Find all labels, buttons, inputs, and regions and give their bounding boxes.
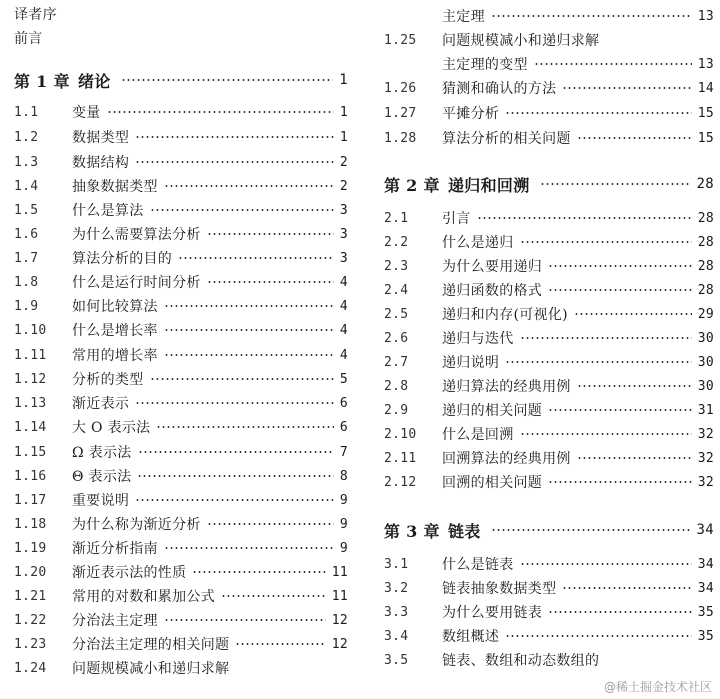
toc-dot-leader xyxy=(207,233,334,235)
toc-page-number: 15 xyxy=(697,105,714,121)
toc-entry xyxy=(384,206,714,230)
toc-entry-title: 什么是增长率 xyxy=(72,323,158,339)
toc-page-number: 34 xyxy=(696,522,714,538)
toc-entry xyxy=(14,270,348,294)
toc-entry-title: 渐近表示法的性质 xyxy=(72,565,187,581)
toc-page-number: 34 xyxy=(697,556,714,572)
toc-dot-leader xyxy=(520,433,692,435)
toc-entry xyxy=(14,100,348,124)
toc-entry-title: 链表、数组和动态数组的 xyxy=(442,653,600,669)
toc-entry xyxy=(384,446,714,470)
toc-entry xyxy=(14,391,348,415)
toc-entry-title: 译者序 xyxy=(14,7,57,23)
toc-entry-number: 3.2 xyxy=(384,580,409,596)
toc-page-number: 11 xyxy=(331,564,348,580)
toc-entry-title: 主定理 xyxy=(442,9,485,25)
toc-entry-title: 分析的类型 xyxy=(72,372,144,388)
toc-entry xyxy=(384,126,714,150)
toc-page-number: 30 xyxy=(697,354,714,370)
toc-page-number: 28 xyxy=(697,282,714,298)
toc-entry xyxy=(14,318,348,342)
toc-entry xyxy=(384,4,714,28)
toc-entry xyxy=(14,560,348,584)
toc-entry-title: 链表抽象数据类型 xyxy=(442,581,557,597)
toc-entry-title: 算法分析的相关问题 xyxy=(442,131,571,147)
toc-entry-number: 2.2 xyxy=(384,234,409,250)
toc-page-number: 34 xyxy=(697,580,714,596)
toc-entry-number: 1.26 xyxy=(384,80,417,96)
toc-page-number: 31 xyxy=(697,402,714,418)
toc-entry-title: 为什么要用递归 xyxy=(442,259,543,275)
toc-entry-title: 引言 xyxy=(442,211,471,227)
toc-entry xyxy=(384,52,714,76)
toc-entry-number: 1.25 xyxy=(384,32,417,48)
toc-entry xyxy=(14,2,348,26)
toc-entry-number: 1.8 xyxy=(14,274,39,290)
toc-page-number: 3 xyxy=(339,226,348,242)
toc-dot-leader xyxy=(577,137,692,139)
toc-entry-title: Ω 表示法 xyxy=(72,445,132,461)
toc-entry-number: 1.3 xyxy=(14,154,39,170)
toc-page-number: 32 xyxy=(697,426,714,442)
toc-dot-leader xyxy=(138,451,334,453)
toc-entry-title: 抽象数据类型 xyxy=(72,179,158,195)
toc-dot-leader xyxy=(534,63,692,65)
toc-entry-title: 递归与迭代 xyxy=(442,331,514,347)
toc-entry-title: 算法分析的目的 xyxy=(72,251,173,267)
toc-page-number: 7 xyxy=(339,444,348,460)
toc-entry-number: 2.7 xyxy=(384,354,409,370)
toc-entry xyxy=(14,512,348,536)
toc-entry-title: 渐近表示 xyxy=(72,396,130,412)
toc-entry-number: 1.22 xyxy=(14,612,47,628)
toc-entry xyxy=(14,608,348,632)
toc-dot-leader xyxy=(135,161,334,163)
toc-page-number: 8 xyxy=(339,468,348,484)
toc-page-number: 28 xyxy=(697,234,714,250)
toc-entry xyxy=(384,422,714,446)
toc-page-number: 9 xyxy=(339,540,348,556)
toc-page-number: 1 xyxy=(339,104,348,120)
toc-entry-number: 1.18 xyxy=(14,516,47,532)
toc-entry-number: 1.19 xyxy=(14,540,47,556)
toc-dot-leader xyxy=(135,402,334,404)
toc-entry-number: 2.11 xyxy=(384,450,417,466)
toc-entry-title: 前言 xyxy=(14,31,43,47)
toc-entry-title: 什么是算法 xyxy=(72,203,144,219)
toc-entry-title: 渐近分析指南 xyxy=(72,541,158,557)
toc-entry-title: 为什么称为渐近分析 xyxy=(72,517,201,533)
toc-dot-leader xyxy=(121,79,334,81)
toc-entry xyxy=(384,350,714,374)
toc-entry-number: 2.3 xyxy=(384,258,409,274)
toc-entry-number: 1.10 xyxy=(14,322,47,338)
toc-dot-leader xyxy=(235,643,325,645)
toc-entry-number: 1.11 xyxy=(14,347,47,363)
toc-dot-leader xyxy=(562,587,691,589)
toc-dot-leader xyxy=(135,136,334,138)
toc-entry-title: 什么是运行时间分析 xyxy=(72,275,201,291)
toc-entry xyxy=(384,648,714,672)
toc-dot-leader xyxy=(520,563,692,565)
toc-dot-leader xyxy=(192,571,325,573)
toc-entry-title: 为什么要用链表 xyxy=(442,605,543,621)
toc-entry-number: 3.1 xyxy=(384,556,409,572)
toc-dot-leader xyxy=(164,619,326,621)
toc-entry-title: 常用的对数和累加公式 xyxy=(72,589,215,605)
toc-entry xyxy=(14,26,348,50)
toc-entry-title: 什么是递归 xyxy=(442,235,514,251)
toc-dot-leader xyxy=(164,354,334,356)
toc-entry xyxy=(384,278,714,302)
toc-entry xyxy=(14,464,348,488)
toc-entry-number: 1.2 xyxy=(14,129,39,145)
toc-dot-leader xyxy=(164,305,334,307)
toc-page-number: 13 xyxy=(697,56,714,72)
toc-page-number: 6 xyxy=(339,395,348,411)
toc-dot-leader xyxy=(164,329,334,331)
toc-entry xyxy=(14,174,348,198)
toc-page-number: 5 xyxy=(339,371,348,387)
toc-entry-number: 2.1 xyxy=(384,210,409,226)
toc-entry-title: 猜测和确认的方法 xyxy=(442,81,557,97)
toc-entry-title: 问题规模减小和递归求解 xyxy=(72,661,230,677)
toc-entry xyxy=(384,28,714,52)
toc-entry-title: 变量 xyxy=(72,105,101,121)
toc-entry-title: 回溯算法的经典用例 xyxy=(442,451,571,467)
toc-entry-number: 1.6 xyxy=(14,226,39,242)
toc-entry-number: 1.13 xyxy=(14,395,47,411)
toc-dot-leader xyxy=(137,475,333,477)
toc-entry xyxy=(14,415,348,439)
toc-entry-number: 3.4 xyxy=(384,628,409,644)
toc-entry-title: 主定理的变型 xyxy=(442,57,528,73)
toc-entry-title: 递归的相关问题 xyxy=(442,403,543,419)
toc-page-number: 35 xyxy=(697,604,714,620)
toc-dot-leader xyxy=(548,481,692,483)
toc-entry xyxy=(384,624,714,648)
toc-entry xyxy=(384,374,714,398)
toc-chapter-entry xyxy=(14,68,348,92)
toc-dot-leader xyxy=(574,313,692,315)
toc-page-number: 6 xyxy=(339,419,348,435)
toc-entry-number: 1.14 xyxy=(14,419,47,435)
toc-page-number: 1 xyxy=(339,129,348,145)
toc-entry xyxy=(384,600,714,624)
toc-entry-number: 1.20 xyxy=(14,564,47,580)
toc-entry-number: 3.5 xyxy=(384,652,409,668)
toc-entry-number: 2.9 xyxy=(384,402,409,418)
toc-entry xyxy=(14,125,348,149)
toc-entry-number: 2.8 xyxy=(384,378,409,394)
toc-dot-leader xyxy=(562,87,691,89)
toc-entry-number: 1.9 xyxy=(14,298,39,314)
toc-page-number: 12 xyxy=(331,636,348,652)
toc-entry-number: 2.5 xyxy=(384,306,409,322)
toc-dot-leader xyxy=(107,111,334,113)
toc-entry xyxy=(384,552,714,576)
toc-dot-leader xyxy=(135,499,334,501)
toc-entry-number: 1.17 xyxy=(14,492,47,508)
toc-dot-leader xyxy=(520,337,692,339)
toc-entry-title: 链表 xyxy=(448,521,481,541)
toc-entry-title: 回溯的相关问题 xyxy=(442,475,543,491)
toc-entry xyxy=(384,230,714,254)
toc-page-number: 32 xyxy=(697,450,714,466)
toc-page-number: 2 xyxy=(339,178,348,194)
toc-entry-title: 常用的增长率 xyxy=(72,348,158,364)
toc-entry-number: 1.28 xyxy=(384,130,417,146)
toc-dot-leader xyxy=(505,112,692,114)
toc-page-number: 3 xyxy=(339,250,348,266)
toc-page-number: 29 xyxy=(697,306,714,322)
toc-entry-number: 第 2 章 xyxy=(384,175,440,195)
toc-entry-title: 为什么需要算法分析 xyxy=(72,227,201,243)
toc-entry xyxy=(384,302,714,326)
toc-page-number: 15 xyxy=(697,130,714,146)
toc-dot-leader xyxy=(156,426,333,428)
toc-dot-leader xyxy=(221,595,326,597)
toc-dot-leader xyxy=(548,265,692,267)
toc-entry-title: 递归和回溯 xyxy=(448,175,530,195)
toc-page-number: 11 xyxy=(331,588,348,604)
toc-entry xyxy=(14,198,348,222)
toc-page-number: 35 xyxy=(697,628,714,644)
toc-dot-leader xyxy=(540,183,691,185)
toc-entry-number: 1.5 xyxy=(14,202,39,218)
toc-entry-number: 第 3 章 xyxy=(384,521,440,541)
toc-entry xyxy=(14,488,348,512)
toc-page-number: 28 xyxy=(696,176,714,192)
toc-dot-leader xyxy=(491,15,692,17)
toc-entry xyxy=(14,632,348,656)
toc-entry xyxy=(384,76,714,100)
toc-entry xyxy=(384,326,714,350)
toc-entry-number: 1.15 xyxy=(14,444,47,460)
toc-dot-leader xyxy=(548,611,692,613)
toc-entry-number: 2.4 xyxy=(384,282,409,298)
toc-entry-number: 3.3 xyxy=(384,604,409,620)
toc-entry-title: 数据类型 xyxy=(72,130,130,146)
toc-page-number: 28 xyxy=(697,258,714,274)
toc-entry xyxy=(384,398,714,422)
toc-dot-leader xyxy=(150,209,334,211)
toc-dot-leader xyxy=(207,281,334,283)
toc-entry xyxy=(14,150,348,174)
toc-page-number: 14 xyxy=(697,80,714,96)
toc-dot-leader xyxy=(491,529,691,531)
toc-entry-number: 第 1 章 xyxy=(14,71,70,91)
toc-page-number: 32 xyxy=(697,474,714,490)
toc-entry-title: 递归函数的格式 xyxy=(442,283,543,299)
toc-page-number: 28 xyxy=(697,210,714,226)
toc-dot-leader xyxy=(520,241,692,243)
toc-entry-number: 1.16 xyxy=(14,468,47,484)
toc-entry xyxy=(14,222,348,246)
toc-entry-title: 递归说明 xyxy=(442,355,500,371)
toc-page-number: 30 xyxy=(697,378,714,394)
toc-dot-leader xyxy=(207,523,334,525)
toc-dot-leader xyxy=(577,385,692,387)
toc-entry-number: 1.7 xyxy=(14,250,39,266)
toc-page-number: 9 xyxy=(339,492,348,508)
watermark: @稀土掘金技术社区 xyxy=(603,680,712,694)
toc-entry-title: 分治法主定理的相关问题 xyxy=(72,637,230,653)
toc-page-number: 4 xyxy=(339,322,348,338)
toc-page-number: 1 xyxy=(339,72,348,88)
toc-page-number: 12 xyxy=(331,612,348,628)
toc-page-number: 4 xyxy=(339,298,348,314)
toc-entry-title: Θ 表示法 xyxy=(72,469,132,485)
toc-dot-leader xyxy=(548,289,692,291)
toc-entry-title: 如何比较算法 xyxy=(72,299,158,315)
toc-entry xyxy=(14,246,348,270)
toc-entry-title: 平摊分析 xyxy=(442,106,500,122)
toc-page-number: 9 xyxy=(339,516,348,532)
toc-chapter-entry xyxy=(384,172,714,196)
toc-entry xyxy=(384,470,714,494)
toc-entry-number: 1.24 xyxy=(14,660,47,676)
toc-page-number: 2 xyxy=(339,154,348,170)
toc-dot-leader xyxy=(505,361,692,363)
toc-chapter-entry xyxy=(384,518,714,542)
toc-entry-title: 数组概述 xyxy=(442,629,500,645)
toc-entry-title: 什么是链表 xyxy=(442,557,514,573)
toc-entry xyxy=(14,536,348,560)
toc-entry-title: 大 O 表示法 xyxy=(72,420,151,436)
toc-dot-leader xyxy=(548,409,692,411)
toc-entry-title: 重要说明 xyxy=(72,493,130,509)
toc-entry-title: 什么是回溯 xyxy=(442,427,514,443)
toc-entry-number: 2.6 xyxy=(384,330,409,346)
toc-dot-leader xyxy=(150,378,334,380)
toc-entry xyxy=(14,294,348,318)
toc-entry xyxy=(384,101,714,125)
toc-page-number: 30 xyxy=(697,330,714,346)
toc-dot-leader xyxy=(164,185,334,187)
toc-dot-leader xyxy=(178,257,334,259)
toc-entry-title: 问题规模减小和递归求解 xyxy=(442,33,600,49)
toc-page-number: 4 xyxy=(339,347,348,363)
toc-entry xyxy=(14,440,348,464)
toc-page-number: 13 xyxy=(697,8,714,24)
toc-entry xyxy=(14,343,348,367)
toc-entry xyxy=(14,584,348,608)
toc-dot-leader xyxy=(505,635,692,637)
toc-entry xyxy=(14,367,348,391)
toc-entry-title: 数据结构 xyxy=(72,155,130,171)
toc-entry-number: 1.21 xyxy=(14,588,47,604)
toc-dot-leader xyxy=(577,457,692,459)
toc-entry-number: 1.12 xyxy=(14,371,47,387)
toc-entry-title: 递归和内存(可视化) xyxy=(442,307,568,323)
toc-entry xyxy=(384,576,714,600)
toc-entry-number: 1.4 xyxy=(14,178,39,194)
toc-entry-number: 2.10 xyxy=(384,426,417,442)
toc-entry-number: 1.1 xyxy=(14,104,39,120)
toc-entry-number: 1.23 xyxy=(14,636,47,652)
toc-entry-title: 绪论 xyxy=(78,71,111,91)
toc-entry-title: 递归算法的经典用例 xyxy=(442,379,571,395)
toc-page-number: 3 xyxy=(339,202,348,218)
toc-entry xyxy=(384,254,714,278)
toc-dot-leader xyxy=(164,547,334,549)
toc-entry-number: 1.27 xyxy=(384,105,417,121)
toc-dot-leader xyxy=(477,217,692,219)
toc-entry-number: 2.12 xyxy=(384,474,417,490)
toc-entry xyxy=(14,656,348,680)
toc-entry-title: 分治法主定理 xyxy=(72,613,158,629)
toc-page-number: 4 xyxy=(339,274,348,290)
